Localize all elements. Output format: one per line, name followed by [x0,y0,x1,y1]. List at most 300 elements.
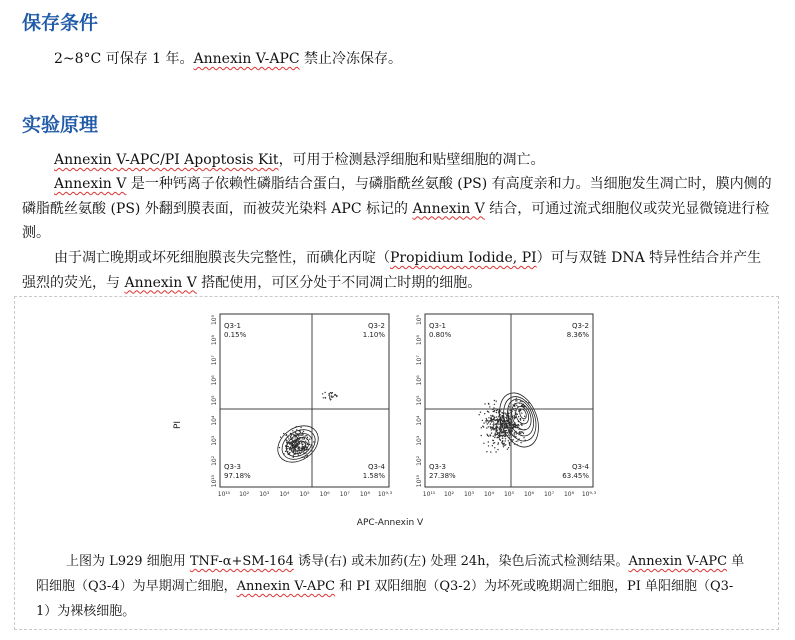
p2-annexin-2: Annexin V [412,200,485,217]
event-dot [329,393,330,394]
event-dot [496,412,497,413]
event-dot [500,435,501,436]
event-dot [491,429,492,430]
event-dot [509,406,510,407]
event-dot [506,430,507,431]
event-dot [292,445,293,446]
event-dot [491,421,492,422]
event-dot [500,426,501,427]
event-dot [502,436,503,437]
event-dot [495,420,496,421]
event-dot [505,435,506,436]
event-dot [487,435,488,436]
p3-text-2: ）可与双链 DNA 特异性结合并产生强烈的荧光，与 [22,250,762,291]
x-tick-label: 10⁷ [339,491,350,498]
event-dot [306,442,307,443]
y-tick-label: 10⁴ [416,415,423,426]
event-dot [332,392,333,393]
event-dot [503,423,504,424]
event-dot [490,415,491,416]
quadrant-id-label: Q3-1 [429,322,446,330]
event-dot [501,420,502,421]
event-dot [492,445,493,446]
event-dot [492,427,493,428]
event-dot [297,445,298,446]
event-dot [489,406,490,407]
event-dot [497,421,498,422]
quadrant-id-label: Q3-4 [572,463,589,471]
quadrant-id-label: Q3-3 [429,463,446,471]
caption-text-3: 单阳细胞（Q3-4）为早期凋亡细胞， [36,554,745,594]
x-tick-label: 10³ [463,491,475,498]
event-dot [516,400,517,401]
event-dot [304,438,305,439]
y-tick-label: 10⁹ [211,314,218,326]
event-dot [516,433,517,434]
event-dot [488,411,489,412]
event-dot [283,433,284,434]
caption-annexin-2: Annexin V-APC [236,579,336,594]
event-dot [513,439,514,440]
event-dot [496,416,497,417]
x-tick-label: 10⁸ [359,491,370,498]
event-dot [307,437,308,438]
event-dot [309,439,310,440]
event-dot [495,427,496,428]
event-dot [503,446,504,447]
event-dot [509,419,510,420]
x-tick-label: 10⁴ [483,491,495,498]
event-dot [324,392,325,393]
caption-text-1: 上图为 L929 细胞用 [66,554,190,569]
event-dot [503,434,504,435]
event-dot [492,419,493,420]
event-dot [299,430,300,431]
section-heading-principle: 实验原理 [22,114,99,136]
density-contour [513,405,530,426]
event-dot [302,438,303,439]
event-dot [490,423,491,424]
event-dot [294,437,295,438]
y-tick-label: 10⁵ [211,395,218,406]
x-tick-label: 10⁶ [319,491,330,498]
event-dot [485,420,486,421]
y-tick-label: 10⁵ [416,395,423,406]
event-dot [302,434,303,435]
caption-text-2: 诱导(右) 或未加药(左) 处理 24h，染色后流式检测结果。 [293,554,629,569]
event-dot [514,434,515,435]
event-dot [295,447,296,448]
event-dot [488,422,489,423]
p2-text-1: 是一种钙离子依赖性磷脂结合蛋白，与磷脂酰丝氨酸 (PS) 有高度亲和力。当细胞发生凋亡时，膜内侧的磷脂酰丝氨酸 (PS) 外翻到膜表面，而被荧光染料 APC 标记的 [22,176,772,217]
event-dot [501,431,502,432]
event-dot [497,432,498,433]
event-dot [497,434,498,435]
event-dot [494,437,495,438]
x-tick-label: 10⁹⋅³ [377,491,393,498]
event-dot [498,424,499,425]
y-tick-label: 10⁸ [416,335,423,346]
x-tick-label: 10² [443,491,455,498]
quadrant-percent-label: 1.58% [362,472,385,480]
quadrant-percent-label: 97.18% [224,472,251,480]
scatter-dots [279,392,530,459]
x-tick-label: 10³ [259,491,270,498]
event-dot [488,403,489,404]
event-dot [499,433,500,434]
event-dot [499,428,500,429]
event-dot [503,443,504,444]
event-dot [297,448,298,449]
event-dot [293,450,294,451]
quadrant-percent-label: 1.10% [362,331,385,339]
storage-text-pre: 2~8°C 可保存 1 年。 [54,51,194,67]
event-dot [484,413,485,414]
event-dot [487,411,488,412]
event-dot [307,444,308,445]
event-dot [500,429,501,430]
event-dot [305,435,306,436]
event-dot [498,416,499,417]
event-dot [507,449,508,450]
p2-annexin-1: Annexin V [54,176,127,192]
event-dot [298,439,299,440]
event-dot [288,438,289,439]
event-dot [292,430,293,431]
quadrant-percent-label: 63.45% [562,472,589,480]
event-dot [508,440,509,441]
event-dot [483,443,484,444]
x-tick-label: 10⁵ [299,491,310,498]
event-dot [489,421,490,422]
event-dot [518,416,519,417]
event-dot [286,435,287,436]
y-tick-label: 10⁶ [416,375,423,386]
event-dot [506,432,507,433]
event-dot [524,416,525,417]
p3-pi-name: Propidium Iodide, PI [390,250,537,266]
event-dot [493,424,494,425]
event-dot [504,434,505,435]
event-dot [298,441,299,442]
event-dot [494,400,495,401]
event-dot [492,421,493,422]
quadrant-id-label: Q3-2 [368,322,385,330]
event-dot [496,410,497,411]
event-dot [300,432,301,433]
event-dot [294,443,295,444]
event-dot [483,422,484,423]
plot-frame [220,314,389,487]
event-dot [514,433,515,434]
y-tick-label: 10² [211,455,218,466]
figure-caption [36,549,748,624]
storage-product: Annexin V-APC [193,51,300,67]
event-dot [508,413,509,414]
x-tick-label: 10⁹⋅³ [581,491,597,498]
x-tick-label: 10² [239,491,250,498]
caption-text-4: 和 PI 双阳细胞（Q3-2）为坏死或晚期凋亡细胞，PI 单阳细胞（Q3-1）为裸核细胞。 [36,579,734,619]
event-dot [306,435,307,436]
event-dot [331,395,332,396]
event-dot [493,416,494,417]
event-dot [509,445,510,446]
event-dot [520,401,521,402]
event-dot [491,432,492,433]
event-dot [517,414,518,415]
event-dot [486,418,487,419]
event-dot [288,446,289,447]
x-axis-title: APC-Annexin V [356,518,424,528]
p3-text-3: 搭配使用，可区分处于不同凋亡时期的细胞。 [196,274,482,291]
quadrant-percent-label: 27.38% [429,472,456,480]
y-tick-label: 10⁴ [211,415,218,426]
event-dot [514,425,515,426]
event-dot [491,420,492,421]
event-dot [487,423,488,424]
y-tick-label: 10⁹ [416,314,423,326]
density-contour [271,418,325,469]
event-dot [305,441,306,442]
event-dot [301,442,302,443]
section-heading-storage: 保存条件 [22,12,99,34]
y-tick-label: 10³ [211,435,218,446]
x-tick-label: 10⁸ [563,491,575,498]
event-dot [514,410,515,411]
event-dot [496,423,497,424]
event-dot [289,452,290,453]
event-dot [520,442,521,443]
event-dot [493,429,494,430]
event-dot [494,424,495,425]
event-dot [497,426,498,427]
event-dot [521,431,522,432]
p1-text: ，可用于检测悬浮细胞和贴壁细胞的凋亡。 [278,152,545,168]
event-dot [516,405,517,406]
event-dot [485,421,486,422]
event-dot [328,395,329,396]
event-dot [295,451,296,452]
event-dot [291,448,292,449]
event-dot [518,432,519,433]
event-dot [303,431,304,432]
y-tick-label: 10¹⁵ [211,474,218,488]
event-dot [502,423,503,424]
quadrant-percent-label: 0.80% [429,331,452,339]
event-dot [494,417,495,418]
y-tick-label: 10⁶ [211,375,218,386]
quadrant-percent-label: 0.15% [224,331,247,339]
y-tick-label: 10¹⁵ [416,474,423,488]
event-dot [313,441,314,442]
x-tick-label: 10⁶ [523,491,535,498]
event-dot [490,418,491,419]
event-dot [514,415,515,416]
p2-text-2: 结合，可通过流式细胞仪或荧光显微镜进行检测。 [22,200,770,241]
x-tick-label: 10¹⁵ [217,491,231,498]
event-dot [289,449,290,450]
event-dot [516,441,517,442]
event-dot [505,427,506,428]
event-dot [336,395,337,396]
event-dot [297,454,298,455]
density-contour [282,429,316,461]
event-dot [495,430,496,431]
event-dot [488,417,489,418]
event-dot [518,425,519,426]
event-dot [334,394,335,395]
event-dot [330,399,331,400]
event-dot [509,428,510,429]
event-dot [518,424,519,425]
x-tick-label: 10¹⁵ [422,491,436,498]
event-dot [523,437,524,438]
event-dot [295,432,296,433]
event-dot [504,412,505,413]
y-tick-label: 10⁸ [211,335,218,346]
event-dot [503,425,504,426]
event-dot [514,418,515,419]
event-dot [482,420,483,421]
event-dot [298,444,299,445]
event-dot [498,420,499,421]
event-dot [322,393,323,394]
kit-name: Annexin V-APC/PI Apoptosis Kit [54,152,279,168]
x-tick-label: 10⁷ [543,491,555,498]
event-dot [488,426,489,427]
event-dot [503,426,504,427]
event-dot [490,434,491,435]
event-dot [301,448,302,449]
event-dot [523,420,524,421]
quadrant-percent-label: 8.36% [566,331,589,339]
y-tick-label: 10⁷ [211,355,218,366]
event-dot [295,442,296,443]
event-dot [330,392,331,393]
event-dot [483,426,484,427]
quadrant-id-label: Q3-2 [572,322,589,330]
event-dot [519,418,520,419]
x-tick-label: 10⁴ [279,491,290,498]
event-dot [486,427,487,428]
event-dot [279,447,280,448]
event-dot [509,442,510,443]
event-dot [487,420,488,421]
event-dot [496,437,497,438]
event-dot [521,412,522,413]
event-dot [505,440,506,441]
event-dot [506,418,507,419]
event-dot [291,441,292,442]
event-dot [496,401,497,402]
event-dot [505,420,506,421]
event-dot [495,433,496,434]
event-dot [490,426,491,427]
event-dot [517,440,518,441]
event-dot [329,396,330,397]
x-tick-label: 10⁵ [503,491,515,498]
event-dot [497,420,498,421]
event-dot [516,398,517,399]
event-dot [494,404,495,405]
event-dot [495,451,496,452]
event-dot [298,435,299,436]
event-dot [290,437,291,438]
event-dot [303,446,304,447]
event-dot [280,437,281,438]
event-dot [505,438,506,439]
event-dot [495,431,496,432]
event-dot [488,441,489,442]
event-dot [499,439,500,440]
event-dot [292,449,293,450]
event-dot [494,447,495,448]
event-dot [508,447,509,448]
event-dot [299,434,300,435]
event-dot [481,435,482,436]
event-dot [323,397,324,398]
y-tick-label: 10³ [416,435,423,446]
event-dot [290,443,291,444]
event-dot [502,412,503,413]
event-dot [497,430,498,431]
caption-treatment: TNF-α+SM-164 [189,554,294,569]
event-dot [286,440,287,441]
event-dot [504,444,505,445]
event-dot [285,451,286,452]
event-dot [488,445,489,446]
event-dot [507,423,508,424]
event-dot [493,422,494,423]
event-dot [493,436,494,437]
event-dot [493,411,494,412]
event-dot [490,451,491,452]
event-dot [479,414,480,415]
event-dot [493,425,494,426]
event-dot [508,434,509,435]
event-dot [494,442,495,443]
event-dot [333,396,334,397]
event-dot [514,406,515,407]
event-dot [498,442,499,443]
p3-annexin: Annexin V [124,274,197,291]
plot-frame [425,314,593,487]
event-dot [484,403,485,404]
event-dot [493,428,494,429]
p3-text-1: 由于凋亡晚期或坏死细胞膜丧失完整性，而碘化丙啶（ [54,250,390,266]
event-dot [497,449,498,450]
event-dot [505,430,506,431]
storage-text-post: 禁止冷冻保存。 [299,51,403,67]
event-dot [493,407,494,408]
event-dot [486,434,487,435]
event-dot [480,412,481,413]
event-dot [325,397,326,398]
y-tick-label: 10² [416,455,423,466]
event-dot [498,435,499,436]
event-dot [497,444,498,445]
event-dot [302,444,303,445]
plot-frames [220,314,593,487]
quadrant-id-label: Q3-1 [224,322,241,330]
event-dot [293,446,294,447]
event-dot [521,424,522,425]
event-dot [503,421,504,422]
caption-annexin-1: Annexin V-APC [628,554,728,569]
event-dot [500,430,501,431]
event-dot [298,447,299,448]
event-dot [304,457,305,458]
